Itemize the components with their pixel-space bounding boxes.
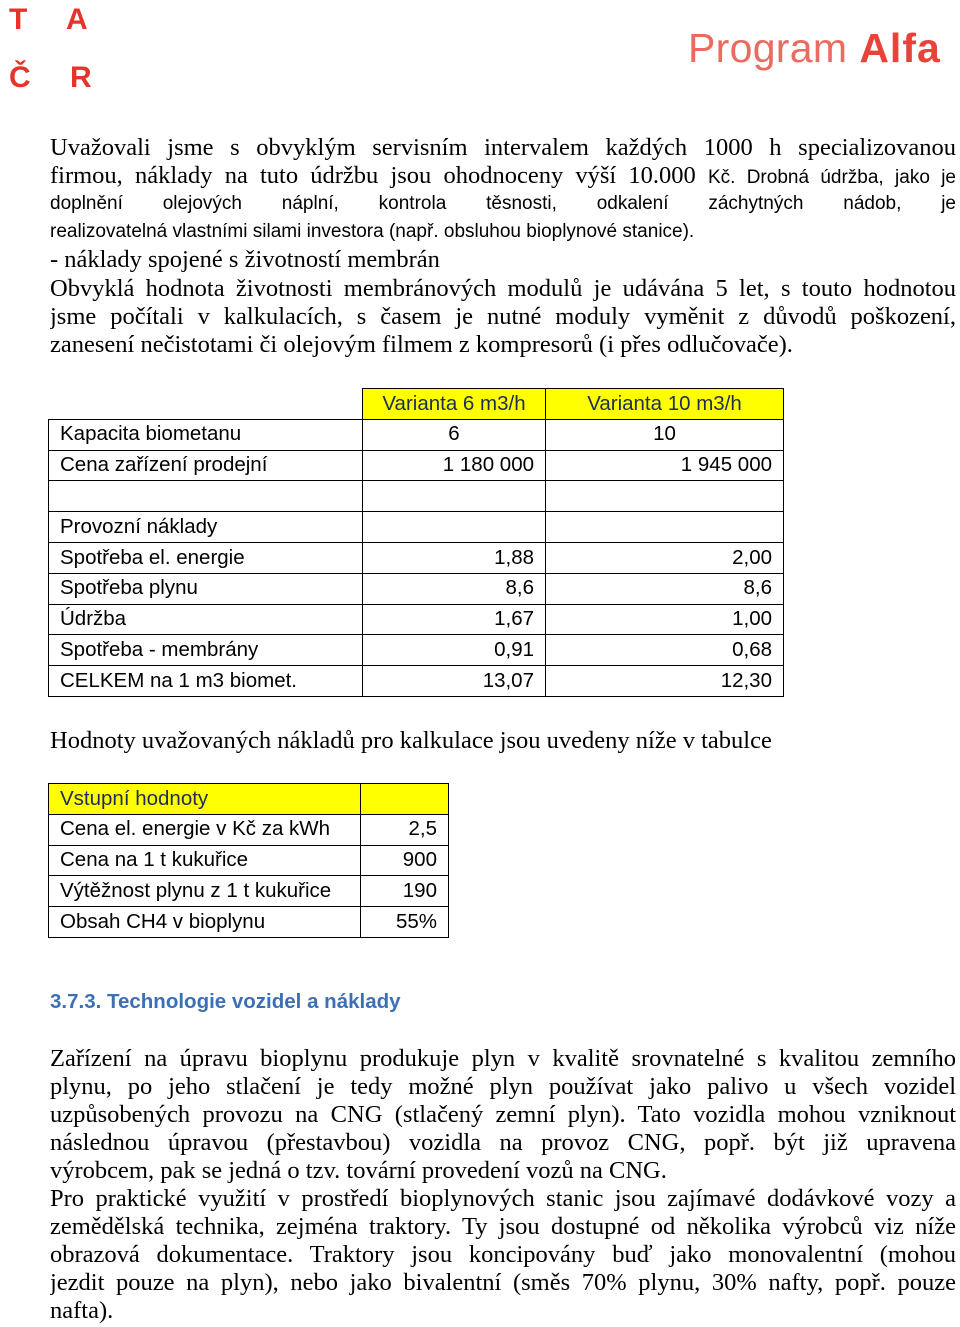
paragraph-line: zemědělská technika, zejména traktory. Ty jsou dostupné od několika výrobců viz níže: [50, 1213, 956, 1240]
logo-letter-a: A: [66, 3, 88, 36]
row-value: 900: [361, 845, 449, 876]
table-row-total: [49, 666, 784, 697]
paragraph-line: nafta).: [50, 1297, 114, 1324]
vehicles-paragraph-1: [50, 1045, 956, 1185]
paragraph-text-serif: firmou, náklady na tuto údržbu jsou ohodnoceny výší 10.000: [50, 162, 696, 189]
empty-cell: [361, 784, 449, 815]
paragraph-line: [50, 162, 956, 190]
row-label: Výtěžnost plynu z 1 t kukuřice: [49, 876, 361, 907]
logo-letter-c-caron: Č: [9, 60, 31, 94]
table-row: [49, 542, 784, 573]
table-corner-cell: [49, 389, 363, 420]
vehicles-paragraph-2: [50, 1185, 956, 1325]
table-row: [49, 450, 784, 481]
empty-cell: [546, 481, 784, 512]
column-header-variant-10: Varianta 10 m3/h: [546, 389, 784, 420]
table-row: [49, 635, 784, 666]
empty-cell: [546, 512, 784, 543]
paragraph-line: jezdit pouze na plyn), nebo jako bivalentní (směs 70% plynu, 30% nafty, popř. pouze: [50, 1269, 956, 1296]
maintenance-paragraph: [50, 134, 956, 246]
paragraph-line: jsme počítali v kalkulacích, s časem je nutné moduly vyměnit z důvodů poškození,: [50, 303, 956, 330]
table-header-row: [49, 784, 449, 815]
row-label: Cena na 1 t kukuřice: [49, 845, 361, 876]
table-row: [49, 845, 449, 876]
row-label: Provozní náklady: [49, 512, 363, 543]
row-value: 2,5: [361, 814, 449, 845]
table-row: [49, 907, 449, 938]
table-row: [49, 876, 449, 907]
paragraph-line: realizovatelná vlastními silami investora (např. obsluhou bioplynové stanice).: [50, 221, 695, 242]
row-value: 55%: [361, 907, 449, 938]
paragraph-line: Zařízení na úpravu bioplynu produkuje plyn v kvalitě srovnatelné s kvalitou zemního: [50, 1045, 956, 1072]
value-variant-10: 8,6: [546, 573, 784, 604]
row-label: Spotřeba el. energie: [49, 542, 363, 573]
paragraph-line: zanesení nečistotami či olejovým filmem z kompresorů (i přes odlučovače).: [50, 331, 793, 358]
table-header-row: [49, 389, 784, 420]
paragraph-line: doplnění olejových náplní, kontrola těsnosti, odkalení záchytných nádob, je: [50, 193, 956, 214]
value-variant-10: 10: [546, 419, 784, 450]
program-word: Program: [688, 25, 848, 71]
logo-letter-t: T: [9, 3, 28, 36]
value-variant-6: 0,91: [363, 635, 546, 666]
empty-cell: [49, 481, 363, 512]
row-label: Údržba: [49, 604, 363, 635]
section-heading-text: 3.7.3. Technologie vozidel a náklady: [50, 990, 401, 1013]
table-intro: [50, 727, 956, 755]
value-variant-6: 1 180 000: [363, 450, 546, 481]
subheading-text: - náklady spojené s životností membrán: [50, 246, 440, 273]
paragraph-text-sans: Kč. Drobná údržba, jako je: [707, 167, 956, 188]
table-intro-text: Hodnoty uvažovaných nákladů pro kalkulace jsou uvedeny níže v tabulce: [50, 727, 772, 754]
table-row: [49, 814, 449, 845]
alfa-word: Alfa: [859, 25, 941, 71]
value-variant-10: 0,68: [546, 635, 784, 666]
row-label: Spotřeba plynu: [49, 573, 363, 604]
row-label: CELKEM na 1 m3 biomet.: [49, 666, 363, 697]
table-row: [49, 419, 784, 450]
row-label: Kapacita biometanu: [49, 419, 363, 450]
table-row: [49, 573, 784, 604]
cost-comparison-table: [48, 388, 784, 697]
paragraph-line: uzpůsobených provozu na CNG (stlačený zemní plyn). Tato vozidla mohou vzniknout: [50, 1101, 956, 1128]
paragraph-line: obrazová dokumentace. Traktory jsou koncipovány buď jako monovalentní (mohou: [50, 1241, 956, 1268]
value-variant-10: 1,00: [546, 604, 784, 635]
row-value: 190: [361, 876, 449, 907]
value-variant-6: 8,6: [363, 573, 546, 604]
row-label: Cena el. energie v Kč za kWh: [49, 814, 361, 845]
table-title: Vstupní hodnoty: [49, 784, 361, 815]
empty-cell: [363, 481, 546, 512]
value-variant-10: 12,30: [546, 666, 784, 697]
paragraph-line: následnou úpravou (přestavbou) vozidla na provoz CNG, popř. být již upravena: [50, 1129, 956, 1156]
empty-cell: [363, 512, 546, 543]
table-row-empty: [49, 481, 784, 512]
paragraph-line: Uvažovali jsme s obvyklým servisním intervalem každých 1000 h specializovanou: [50, 134, 956, 161]
value-variant-6: 1,88: [363, 542, 546, 573]
paragraph-line: výrobcem, pak se jedná o tzv. tovární provedení vozů na CNG.: [50, 1157, 667, 1184]
value-variant-6: 13,07: [363, 666, 546, 697]
paragraph-line: Obvyklá hodnota životnosti membránových modulů je udávána 5 let, s touto hodnotou: [50, 275, 956, 302]
table-row: [49, 512, 784, 543]
row-label: Cena zařízení prodejní: [49, 450, 363, 481]
value-variant-6: 1,67: [363, 604, 546, 635]
program-alfa-logo: [688, 25, 941, 71]
membranes-subheading: [50, 246, 956, 274]
logo-letter-r: R: [70, 60, 92, 94]
value-variant-10: 1 945 000: [546, 450, 784, 481]
table-row: [49, 604, 784, 635]
input-values-table: [48, 783, 449, 938]
row-label: Spotřeba - membrány: [49, 635, 363, 666]
section-heading: [50, 988, 956, 1016]
membranes-paragraph: [50, 275, 956, 359]
column-header-variant-6: Varianta 6 m3/h: [363, 389, 546, 420]
paragraph-line: Pro praktické využití v prostředí bioplynových stanic jsou zajímavé dodávkové vozy a: [50, 1185, 956, 1212]
value-variant-6: 6: [363, 419, 546, 450]
paragraph-line: plynu, po jeho stlačení je tedy možné plyn používat jako palivo u všech vozidel: [50, 1073, 956, 1100]
row-label: Obsah CH4 v bioplynu: [49, 907, 361, 938]
value-variant-10: 2,00: [546, 542, 784, 573]
